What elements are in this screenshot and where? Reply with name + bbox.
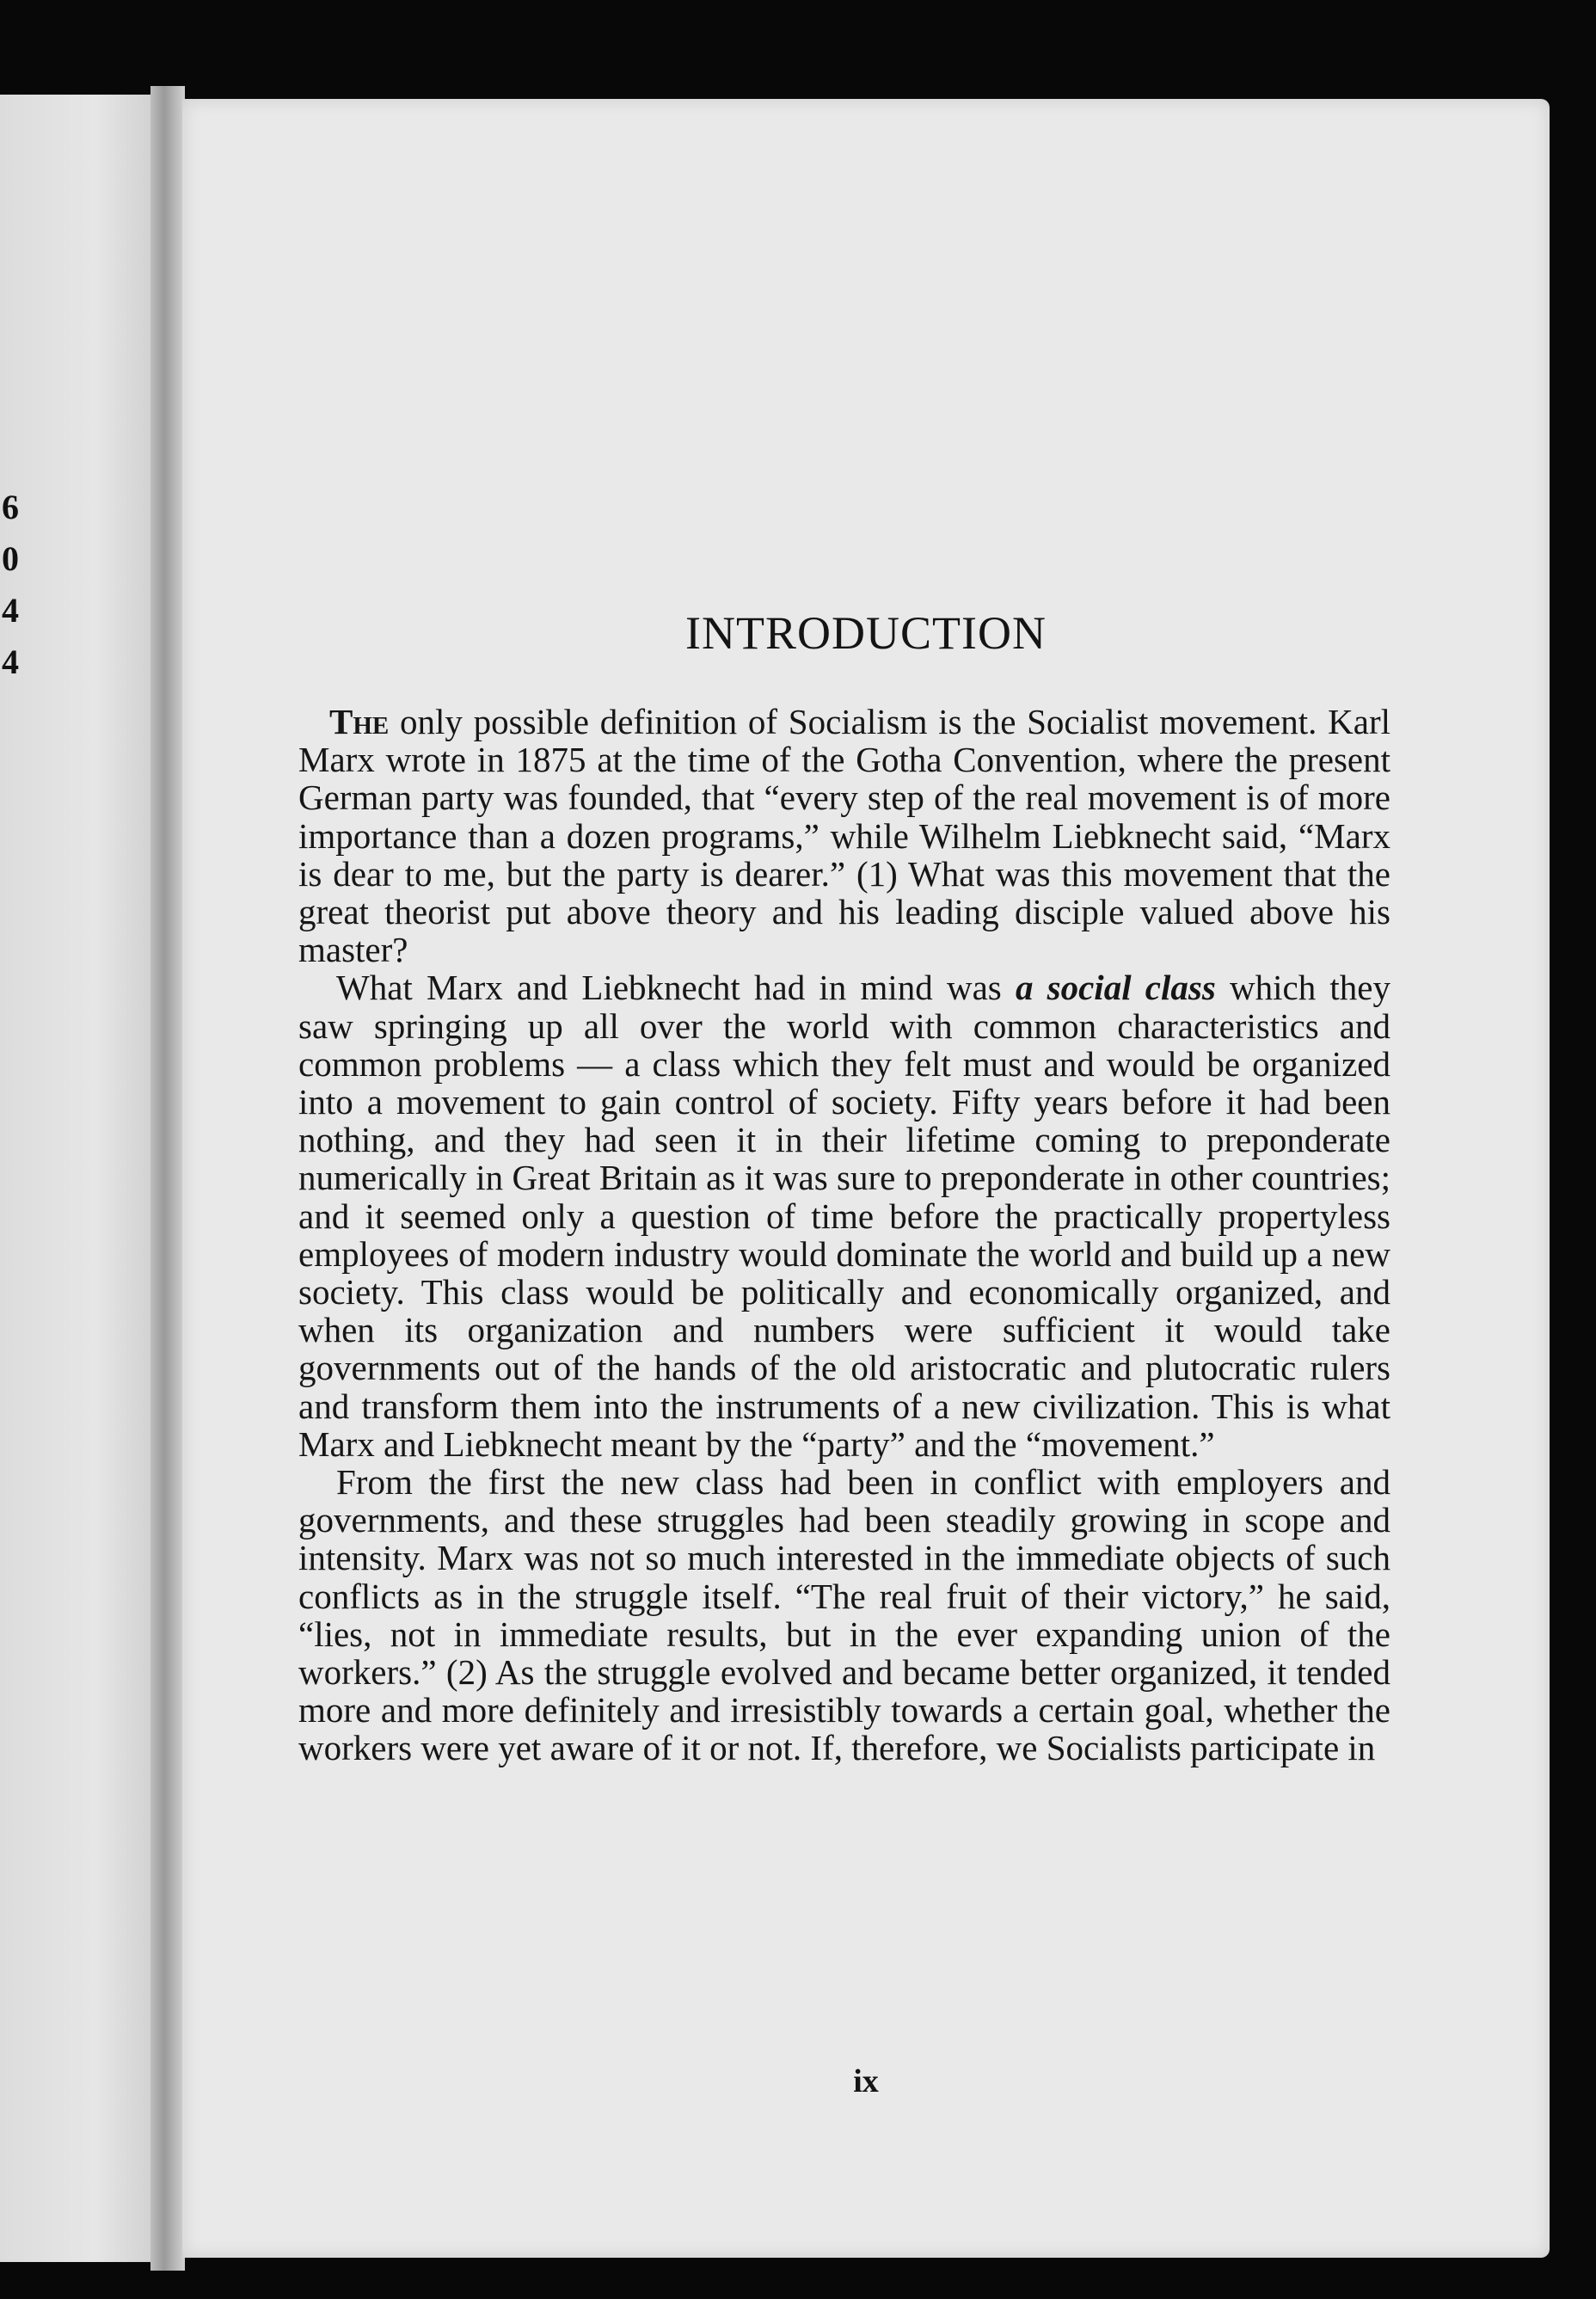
book-page (182, 99, 1550, 2258)
margin-digit: 4 (2, 591, 19, 630)
margin-digit: 6 (2, 488, 19, 526)
page-number: ix (853, 2063, 879, 2099)
left-margin-digits (2, 482, 28, 688)
paragraph-2-before: What Marx and Liebknecht had in mind was (336, 968, 1016, 1008)
paragraph-3 (298, 1463, 1390, 1767)
paragraph-2-emphasis: a social class (1015, 968, 1216, 1008)
paragraph-1-text: only possible definition of Socialism is the Socialist movement. Karl Marx wrote in 1875 at the time of the Gotha Convention, where the present German party was founded, that “every step of the real movement is of more importance than a dozen programs,” while Wilhelm Liebknecht said, “Marx is dear to me, but the party is dearer.” (1) What was this movement that the great theorist put above theory and his leading disciple valued above his master? (298, 702, 1390, 970)
paragraph-2-after: which they saw springing up all over the world with common characteristics and common problems — a class which they felt must and would be organized into a movement to gain control of society. Fifty years before it had been nothing, and they had seen it in their lifetime coming to preponderate numerically in Great Britain as it was sure to preponderate in other countries; and it seemed only a question of time before the practically propertyless employees of modern industry would dominate the world and build up a new society. This class would be politically and economically organized, and when its organization and numbers were sufficient it would take governments out of the hands of the old aristocratic and plutocratic rulers and transform them into the instruments of a new civilization. This is what Marx and Liebknecht meant by the “party” and the “movement.” (298, 968, 1390, 1464)
book-gutter (150, 86, 185, 2271)
left-page-edge (0, 95, 159, 2262)
paragraph-3-text: From the first the new class had been in conflict with employers and governments, and these struggles had been steadily growing in scope and intensity. Marx was not so much interested in the immediate objects of such conflicts as in the struggle itself. “The real fruit of their victory,” he said, “lies, not in immediate results, but in the ever expanding union of the workers.” (2) As the struggle evolved and became better organized, it tended more and more definitely and irresistibly towards a certain goal, whether the workers were yet aware of it or not. If, therefore, we Socialists participate in (298, 1462, 1390, 1768)
margin-digit: 4 (2, 642, 19, 681)
page-title: INTRODUCTION (685, 607, 1047, 659)
body-text (298, 703, 1390, 1767)
margin-digit: 0 (2, 539, 19, 578)
paragraph-2 (298, 968, 1390, 1463)
paragraph-1 (298, 703, 1390, 968)
drop-lead-word: The (329, 702, 390, 741)
